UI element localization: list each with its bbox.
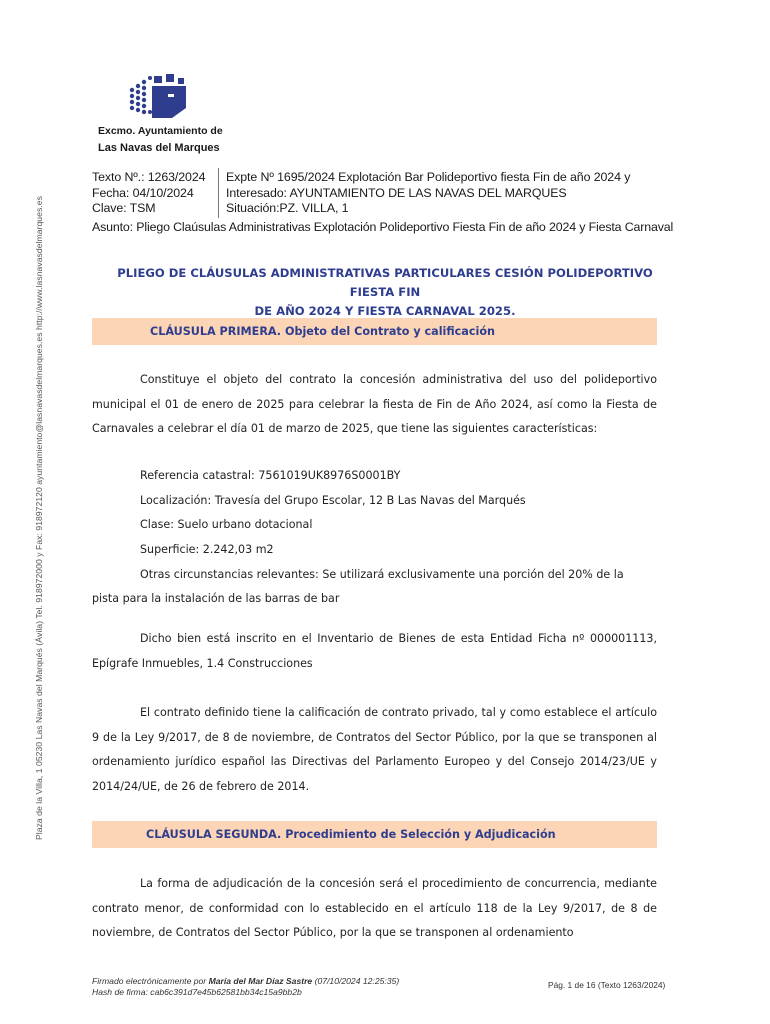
paragraph-qualification-text: El contrato definido tiene la calificación de contrato privado, tal y como establece el artículo 9 de la Ley 9/2017, de 8 de noviembre, de Contratos del Sector Público, por la que se transponen al ordenamiento jurídico español las Directivas del Parlamento Europeo y del Consejo 2014/23/UE y 2014/24/UE, de 26 de febrero de 2014. (92, 706, 657, 793)
clause-1-heading: CLÁUSULA PRIMERA. Objeto del Contrato y calificación (92, 318, 657, 345)
referencia-catastral: Referencia catastral: 7561019UK8976S0001BY (140, 469, 401, 482)
signature-line (92, 976, 399, 987)
paragraph-inventory (92, 627, 657, 676)
header-divider (218, 168, 219, 218)
paragraph-inventory-text: Dicho bien está inscrito en el Inventario de Bienes de esta Entidad Ficha nº 000001113, Epígrafe Inmuebles, 1.4 Construcciones (92, 632, 657, 670)
header-right (226, 170, 630, 217)
asunto: Asunto: Pliego Claúsulas Administrativas Explotación Polideportivo Fiesta Fin de año 2024 y Fiesta Carnaval (92, 220, 674, 234)
sidebar-contact-info: Plaza de la Villa, 1 05230 Las Navas del Marqués (Ávila) Tel. 918972000 y Fax: 918972120 ayuntamiento@lasnavasdelmarques.es http://www.lasnavasdelmarques.es (34, 196, 44, 840)
document-title (100, 264, 670, 321)
clause-2-heading: CLÁUSULA SEGUNDA. Procedimiento de Selección y Adjudicación (92, 821, 657, 848)
texto-number: Texto Nº.: 1263/2024 (92, 170, 206, 184)
signer-name: María del Mar Díaz Sastre (208, 976, 313, 986)
localizacion: Localización: Travesía del Grupo Escolar, 12 B Las Navas del Marqués (140, 494, 526, 507)
interesado: Interesado: AYUNTAMIENTO DE LAS NAVAS DEL MARQUES (226, 185, 567, 200)
paragraph-qualification (92, 701, 657, 799)
page-number: Pág. 1 de 16 (Texto 1263/2024) (548, 980, 666, 990)
header-left (92, 170, 205, 217)
situacion: Situación:PZ. VILLA, 1 (226, 201, 349, 216)
otras-circunstancias-cont: pista para la instalación de las barras de bar (92, 592, 340, 605)
paragraph-object-text: Constituye el objeto del contrato la concesión administrativa del uso del polideportivo municipal el 01 de enero de 2025 para celebrar la fiesta de Fin de Año 2024, así como la Fiesta de Carnavales a celebrar el día 01 de marzo de 2025, que tiene las siguientes características: (92, 373, 657, 435)
paragraph-adjudication-text: La forma de adjudicación de la concesión será el procedimiento de concurrencia, mediante contrato menor, de conformidad con lo establecido en el artículo 118 de la Ley 9/2017, de 8 de noviembre, de Contratos del Sector Público, por la que se transponen al ordenamiento (92, 877, 657, 939)
title-line-1: PLIEGO DE CLÁUSULAS ADMINISTRATIVAS PARTICULARES CESIÓN POLIDEPORTIVO FIESTA FIN (117, 266, 653, 299)
otras-circunstancias: Otras circunstancias relevantes: Se utilizará exclusivamente una porción del 20% de la (140, 568, 624, 581)
logo-title-line2: Las Navas del Marques (98, 142, 220, 154)
paragraph-adjudication (92, 872, 657, 946)
expediente: Expte Nº 1695/2024 Explotación Bar Polideportivo fiesta Fin de año 2024 y (226, 170, 631, 184)
paragraph-object (92, 368, 657, 442)
signature-hash: Hash de firma: cab6c391d7e45b62581bb34c15a9bb2b (92, 987, 302, 997)
signed-date: (07/10/2024 12:25:35) (314, 976, 400, 986)
signed-prefix: Firmado electrónicamente por (92, 976, 207, 986)
signature-footer (92, 976, 399, 998)
clase: Clase: Suelo urbano dotacional (140, 518, 313, 531)
title-line-2: DE AÑO 2024 Y FIESTA CARNAVAL 2025. (254, 304, 516, 318)
clave: Clave: TSM (92, 201, 156, 216)
logo-title-line1: Excmo. Ayuntamiento de (98, 125, 223, 137)
superficie: Superficie: 2.242,03 m2 (140, 543, 274, 556)
municipal-logo (128, 72, 188, 122)
fecha: Fecha: 04/10/2024 (92, 185, 194, 200)
